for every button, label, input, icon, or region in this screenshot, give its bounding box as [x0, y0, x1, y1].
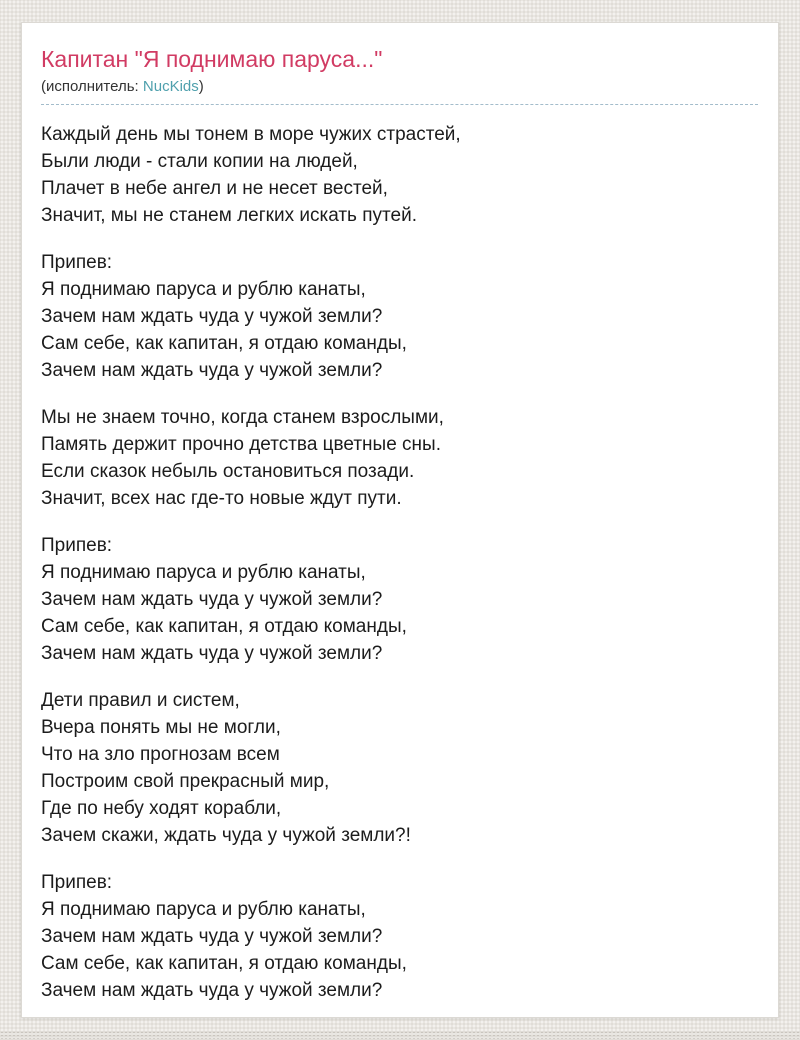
- lyric-line: Если сказок небыль остановиться позади.: [41, 461, 415, 482]
- lyric-line: Припев:: [41, 252, 113, 273]
- lyric-stanza: [41, 687, 758, 849]
- lyric-line: Мы не знаем точно, когда станем взрослыми,: [41, 407, 444, 428]
- lyrics-card: [21, 22, 779, 1018]
- lyric-stanza: [41, 404, 758, 512]
- page-title: Капитан "Я поднимаю паруса...": [41, 46, 383, 72]
- lyric-line: Зачем нам ждать чуда у чужой земли?: [41, 360, 383, 381]
- lyric-line: Припев:: [41, 872, 113, 893]
- lyric-line: Зачем скажи, ждать чуда у чужой земли?!: [41, 825, 411, 846]
- lyric-stanza: [41, 869, 758, 1004]
- lyric-line: Я поднимаю паруса и рублю канаты,: [41, 562, 366, 583]
- lyric-line: Зачем нам ждать чуда у чужой земли?: [41, 306, 383, 327]
- lyric-stanza: [41, 249, 758, 384]
- lyric-line: Зачем нам ждать чуда у чужой земли?: [41, 980, 383, 1001]
- lyric-line: Зачем нам ждать чуда у чужой земли?: [41, 589, 383, 610]
- lyric-line: Были люди - стали копии на людей,: [41, 151, 358, 172]
- lyric-line: Значит, мы не станем легких искать путей.: [41, 205, 417, 226]
- lyric-line: Что на зло прогнозам всем: [41, 744, 280, 765]
- lyric-line: Я поднимаю паруса и рублю канаты,: [41, 899, 366, 920]
- lyric-line: Сам себе, как капитан, я отдаю команды,: [41, 953, 407, 974]
- lyric-line: Плачет в небе ангел и не несет вестей,: [41, 178, 388, 199]
- lyric-line: Припев:: [41, 535, 113, 556]
- page-bottom-edge: [0, 1031, 800, 1040]
- lyric-line: Построим свой прекрасный мир,: [41, 771, 330, 792]
- artist-prefix: (исполнитель:: [41, 78, 139, 95]
- lyric-line: Где по небу ходят корабли,: [41, 798, 282, 819]
- lyric-line: Каждый день мы тонем в море чужих страстей,: [41, 124, 461, 145]
- lyric-line: Сам себе, как капитан, я отдаю команды,: [41, 616, 407, 637]
- lyric-line: Я поднимаю паруса и рублю канаты,: [41, 279, 366, 300]
- artist-suffix: ): [198, 78, 204, 95]
- artist-line: [41, 78, 758, 105]
- lyric-line: Дети правил и систем,: [41, 690, 240, 711]
- lyric-line: Память держит прочно детства цветные сны.: [41, 434, 441, 455]
- lyric-stanza: [41, 121, 758, 229]
- lyric-line: Зачем нам ждать чуда у чужой земли?: [41, 643, 383, 664]
- lyrics: [41, 121, 758, 1004]
- artist-link[interactable]: NucKids: [142, 78, 199, 95]
- lyric-line: Вчера понять мы не могли,: [41, 717, 281, 738]
- lyric-line: Значит, всех нас где-то новые ждут пути.: [41, 488, 402, 509]
- lyric-line: Сам себе, как капитан, я отдаю команды,: [41, 333, 407, 354]
- lyric-stanza: [41, 532, 758, 667]
- lyric-line: Зачем нам ждать чуда у чужой земли?: [41, 926, 383, 947]
